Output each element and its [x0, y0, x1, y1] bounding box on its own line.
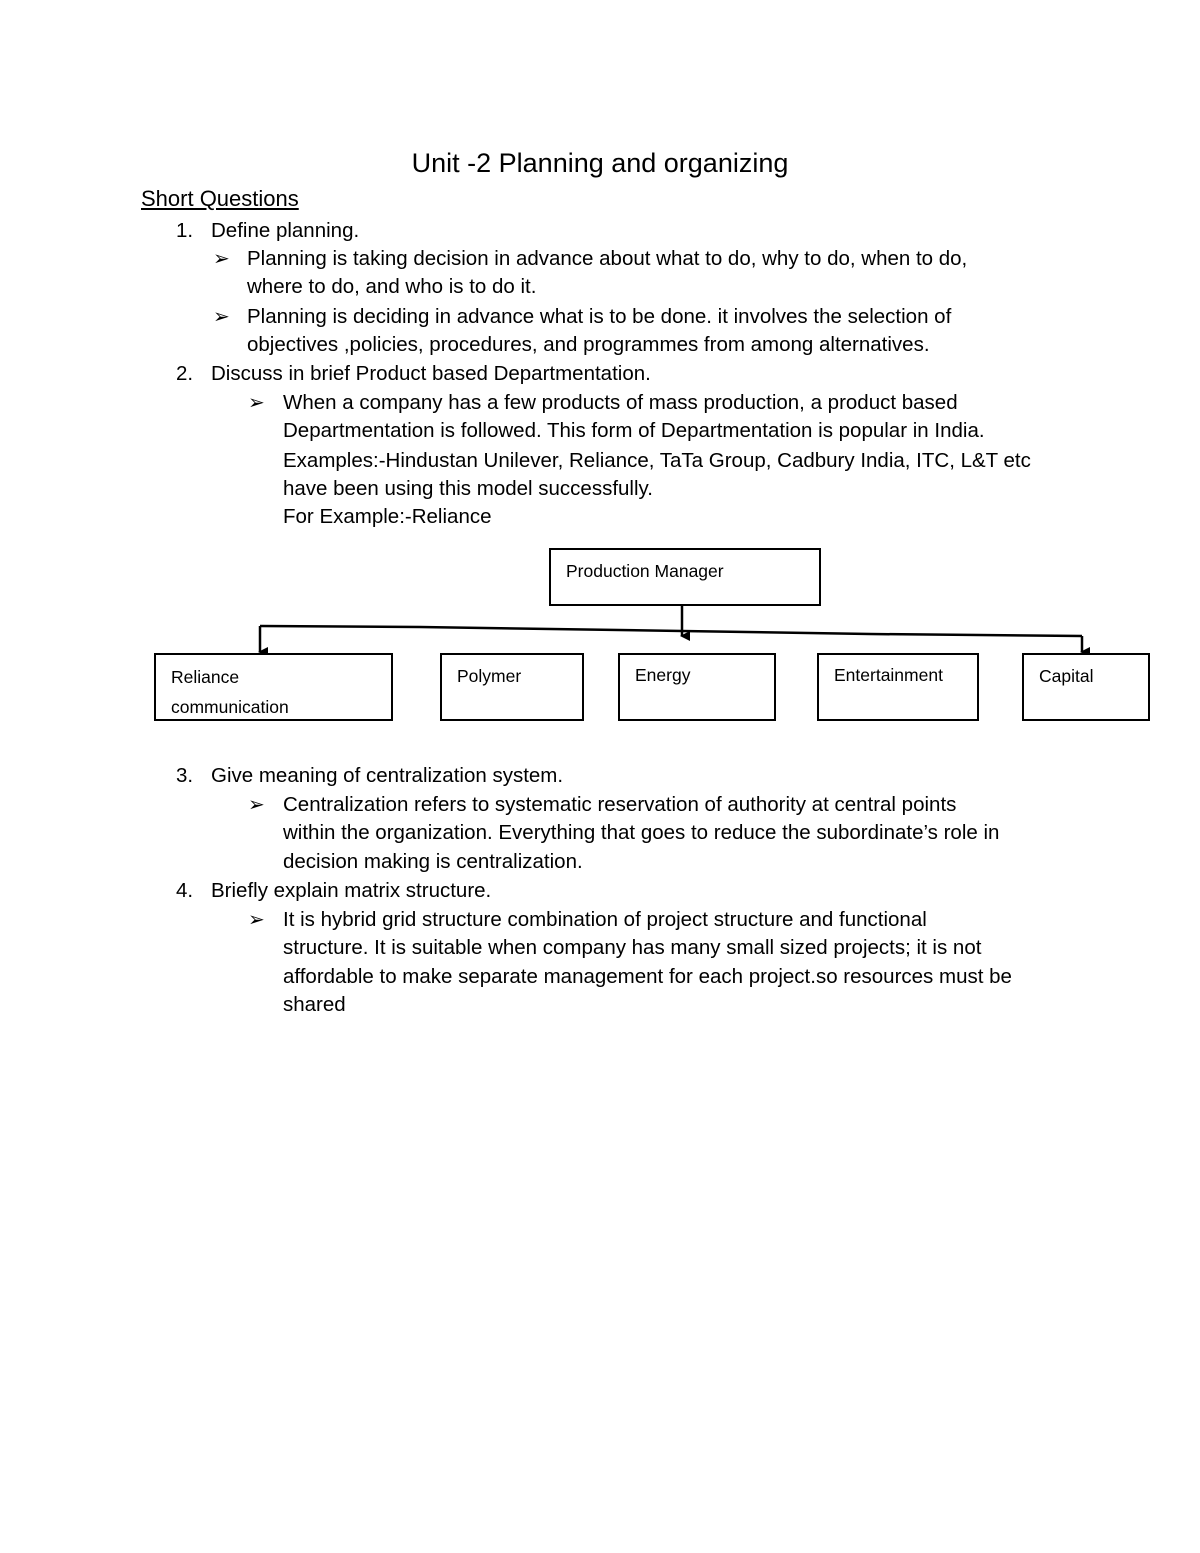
answer-line: It is hybrid grid structure combination of project structure and functional [283, 908, 927, 931]
org-child-label: Energy [635, 665, 691, 685]
arrow-bullet-icon: ➢ [248, 909, 265, 931]
org-child-label: communication [171, 697, 289, 717]
arrow-bullet-icon: ➢ [213, 248, 230, 270]
org-child-box [618, 653, 776, 721]
question-number: 1. [176, 219, 194, 242]
question-number: 3. [176, 764, 194, 787]
answer-line: Centralization refers to systematic reservation of authority at central points [283, 793, 957, 816]
answer-line: have been using this model successfully. [283, 477, 653, 500]
page-title: Unit -2 Planning and organizing [411, 148, 789, 178]
answer-line: shared [283, 993, 346, 1016]
org-child-label: Entertainment [834, 665, 943, 685]
answer-line: decision making is centralization. [283, 850, 583, 873]
answer-line: For Example:-Reliance [283, 505, 492, 528]
answer-line: Examples:-Hindustan Unilever, Reliance, TaTa Group, Cadbury India, ITC, L&T etc [283, 449, 1031, 472]
answer-line: Planning is taking decision in advance about what to do, why to do, when to do, [247, 247, 968, 270]
question-text: Briefly explain matrix structure. [211, 879, 492, 902]
answer-line: structure. It is suitable when company has many small sized projects; it is not [283, 936, 982, 959]
question-text: Give meaning of centralization system. [211, 764, 564, 787]
org-child-label: Reliance [171, 667, 240, 687]
org-child-label: Capital [1039, 666, 1094, 686]
question-text: Define planning. [211, 219, 360, 242]
answer-line: When a company has a few products of mass production, a product based [283, 391, 958, 414]
answer-line: within the organization. Everything that goes to reduce the subordinate’s role in [283, 821, 1000, 844]
answer-line: objectives ,policies, procedures, and programmes from among alternatives. [247, 333, 930, 356]
org-child-box [1022, 653, 1150, 721]
question-number: 2. [176, 362, 194, 385]
org-root-label: Production Manager [566, 561, 724, 581]
org-root-box [549, 548, 821, 606]
horizontal-connector [260, 626, 1082, 636]
section-heading: Short Questions [141, 186, 299, 211]
org-child-label: Polymer [457, 666, 522, 686]
question-text: Discuss in brief Product based Departmentation. [211, 362, 651, 385]
question-number: 4. [176, 879, 194, 902]
answer-line: affordable to make separate management for each project.so resources must be [283, 965, 1012, 988]
arrow-bullet-icon: ➢ [213, 306, 230, 328]
arrow-bullet-icon: ➢ [248, 794, 265, 816]
answer-line: Departmentation is followed. This form of Departmentation is popular in India. [283, 419, 985, 442]
org-child-box [154, 653, 393, 721]
arrow-bullet-icon: ➢ [248, 392, 265, 414]
answer-line: Planning is deciding in advance what is to be done. it involves the selection of [247, 305, 952, 328]
answer-line: where to do, and who is to do it. [247, 275, 537, 298]
org-child-box [440, 653, 584, 721]
org-child-box [817, 653, 979, 721]
